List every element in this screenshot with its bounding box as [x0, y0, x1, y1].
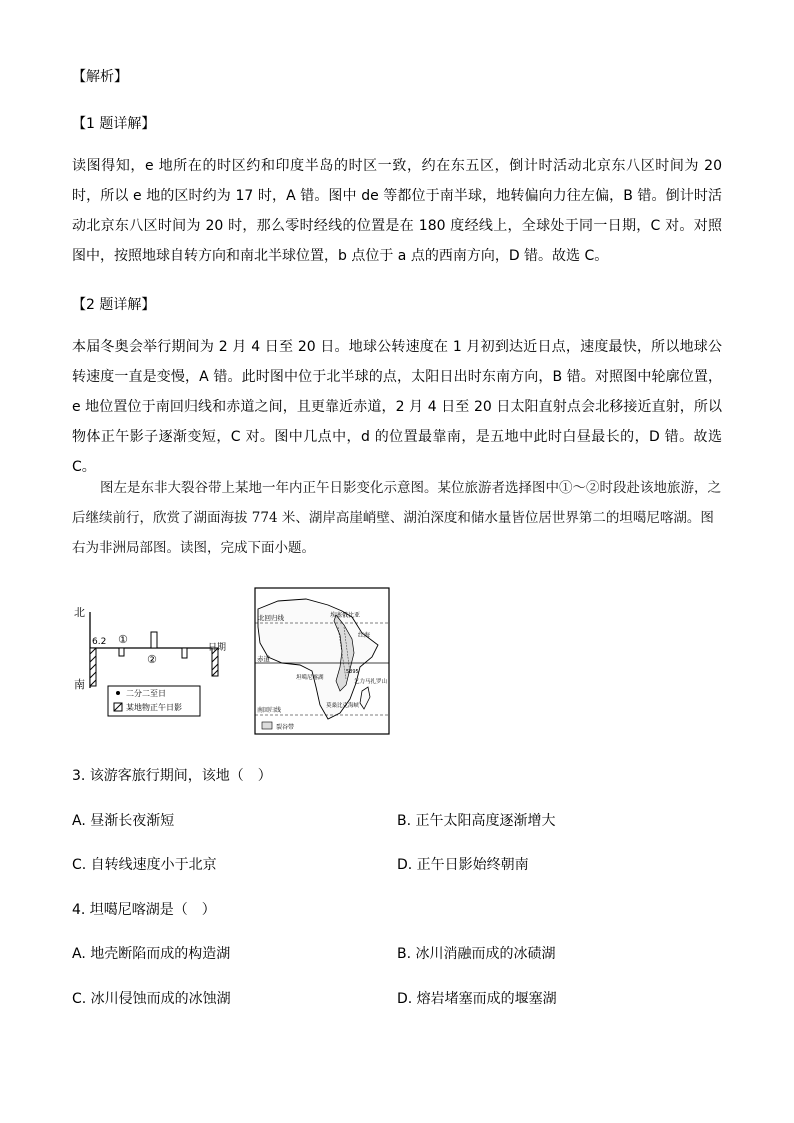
tanganyika-label: 坦噶尼喀湖	[296, 675, 324, 681]
kilimanjaro-label: 乞力马扎罗山	[354, 679, 388, 685]
q3-option-b: B. 正午太阳高度逐渐增大	[397, 813, 556, 829]
q1-heading: 【1 题详解】	[72, 116, 156, 132]
date-axis-label: 日期	[207, 643, 226, 653]
marker-2: ②	[147, 653, 157, 666]
q3-option-c: C. 自转线速度小于北京	[72, 857, 217, 873]
red-sea-label: 红海	[358, 632, 371, 639]
africa-map-figure	[254, 587, 390, 735]
q4-option-c: C. 冰川侵蚀而成的冰蚀湖	[72, 991, 231, 1007]
q3-option-d: D. 正午日影始终朝南	[397, 857, 529, 873]
mozambique-label: 莫桑比克海峡	[326, 703, 360, 709]
rift-legend-label: 裂谷带	[276, 724, 295, 731]
date-mark: 6.2	[92, 637, 107, 647]
analysis-label: 【解析】	[72, 69, 128, 85]
q4-option-d: D. 熔岩堵塞而成的堰塞湖	[397, 991, 557, 1007]
q4-option-a: A. 地壳断陷而成的构造湖	[72, 946, 231, 962]
legend-shadow: 某地物正午日影	[126, 703, 182, 712]
q4-option-b: B. 冰川消融而成的冰碛湖	[397, 946, 556, 962]
q2-explanation: 本届冬奥会举行期间为 2 月 4 日至 20 日。地球公转速度在 1 月初到达近日点，速度最快，所以地球公转速度一直是变慢，A 错。此时图中位于北半球的点，太阳日出时东南方向，B 错。对照图中轮廓位置，e 地位置位于南回归线和赤道之间，且更靠近赤道，2 月 4 日至 20 日太阳直射点会北移接近直射，所以物体正午影子逐渐变短，C 对。图中几点中，d 的位置最靠南，是五地中此时白昼最长的，D 错。故选 C。	[72, 339, 722, 475]
legend-solstice: 二分二至日	[126, 689, 166, 698]
tropic-cancer-label: 北回归线	[258, 614, 284, 622]
q3-stem: 3. 该游客旅行期间，该地（ ）	[72, 768, 272, 784]
q1-explanation: 读图得知，e 地所在的时区约和印度半岛的时区一致，约在东五区，倒计时活动北京东八区时间为 20 时，所以 e 地的区时约为 17 时，A 错。图中 de 等都位于南半球，地转偏向力往左偏，B 错。倒计时活动北京东八区时间为 20 时，那么零时经线的位置是在 180 度经线上，全球处于同一日期，C 对。对照图中，按照地球自转方向和南北半球位置，b 点位于 a 点的西南方向，D 错。故选 C。	[72, 158, 722, 264]
elevation-label: 5895	[346, 669, 359, 675]
noon-shadow-figure	[72, 600, 226, 725]
question-intro: 图左是东非大裂谷带上某地一年内正午日影变化示意图。某位旅游者选择图中①～②时段赴该地旅游，之后继续前行，欣赏了湖面海拔 774 米、湖岸高崖峭壁、湖泊深度和储水量皆位居世界第二的坦噶尼喀湖。图右为非洲局部图。读图，完成下面小题。	[72, 480, 721, 556]
q4-stem: 4. 坦噶尼喀湖是（ ）	[72, 902, 216, 918]
q3-option-a: A. 昼渐长夜渐短	[72, 813, 175, 829]
marker-1: ①	[118, 633, 128, 646]
north-label: 北	[74, 606, 85, 619]
ethiopia-label: 埃塞俄比亚	[330, 612, 361, 619]
q2-heading: 【2 题详解】	[72, 297, 156, 313]
equator-label: 赤道	[257, 655, 270, 663]
tropic-capricorn-label: 南回归线	[257, 707, 282, 714]
south-label: 南	[74, 678, 85, 691]
